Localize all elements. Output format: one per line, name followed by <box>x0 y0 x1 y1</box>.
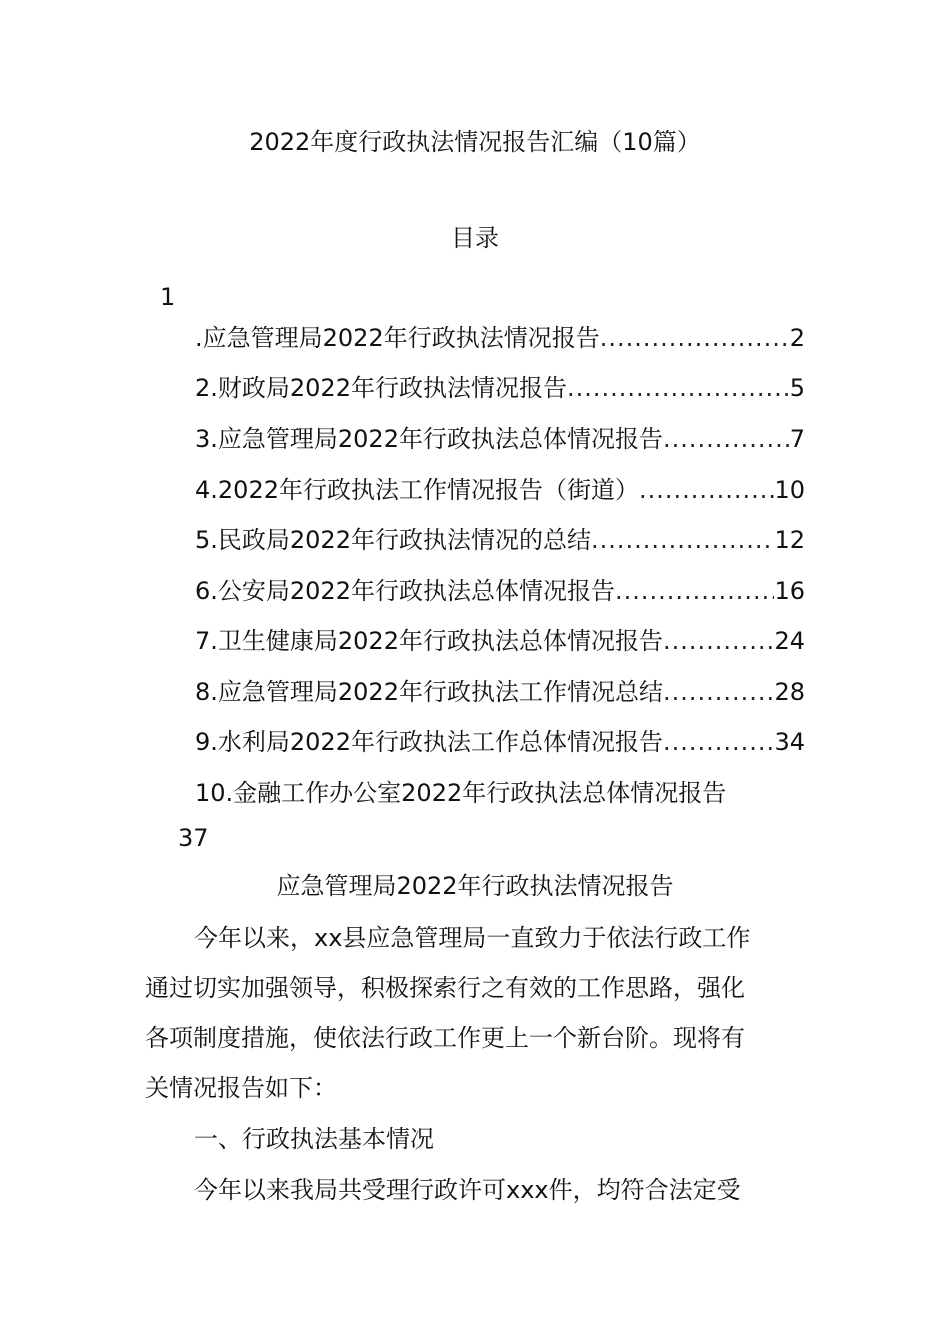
toc-entry[interactable] <box>195 726 805 758</box>
body-text-line: 通过切实加强领导，积极探索行之有效的工作思路，强化 <box>145 974 745 1002</box>
toc-entry-title: 6.公安局2022年行政执法总体情况报告 <box>195 577 615 605</box>
toc-entry-number: 1 <box>160 283 176 311</box>
toc-entry-page: 12 <box>774 526 805 554</box>
toc-leader-dots <box>663 726 774 758</box>
toc-entry-title: 5.民政局2022年行政执法情况的总结 <box>195 526 591 554</box>
toc-entry-page: 28 <box>774 678 805 706</box>
subsection-heading: 一、行政执法基本情况 <box>194 1125 434 1153</box>
toc-leader-dots <box>600 322 790 354</box>
toc-entry[interactable] <box>195 676 805 708</box>
toc-entry-page: 10 <box>774 476 805 504</box>
toc-entry-title: .应急管理局2022年行政执法情况报告 <box>195 324 600 352</box>
toc-entry-title: 7.卫生健康局2022年行政执法总体情况报告 <box>195 627 663 655</box>
document-title: 2022年度行政执法情况报告汇编（10篇） <box>249 128 701 156</box>
toc-entry-title: 10.金融工作办公室2022年行政执法总体情况报告 <box>195 779 727 807</box>
body-text-line: 今年以来，xx县应急管理局一直致力于依法行政工作 <box>194 924 751 952</box>
toc-entry[interactable] <box>195 372 805 404</box>
toc-entry-title: 4.2022年行政执法工作情况报告（街道） <box>195 476 639 504</box>
body-text-line: 关情况报告如下： <box>145 1074 337 1102</box>
toc-entry[interactable] <box>195 524 805 556</box>
toc-leader-dots <box>663 625 774 657</box>
toc-entry-title: 9.水利局2022年行政执法工作总体情况报告 <box>195 728 663 756</box>
toc-entry[interactable] <box>195 575 805 607</box>
toc-entry[interactable] <box>195 625 805 657</box>
toc-entry-page: 2 <box>789 324 805 352</box>
toc-entry[interactable] <box>195 423 805 455</box>
toc-entry-page: 34 <box>774 728 805 756</box>
toc-leader-dots <box>567 372 790 404</box>
toc-entry-page: 16 <box>774 577 805 605</box>
toc-entry[interactable] <box>195 777 805 809</box>
toc-entry-page: 24 <box>774 627 805 655</box>
toc-entry-page: 7 <box>789 425 805 453</box>
toc-entry[interactable] <box>195 474 805 506</box>
toc-heading: 目录 <box>451 224 499 252</box>
toc-entry-page: 5 <box>789 374 805 402</box>
body-text-line: 今年以来我局共受理行政许可xxx件，均符合法定受 <box>194 1176 741 1204</box>
toc-leader-dots <box>663 423 790 455</box>
toc-leader-dots <box>591 524 774 556</box>
toc-entry-title: 3.应急管理局2022年行政执法总体情况报告 <box>195 425 663 453</box>
section-title: 应急管理局2022年行政执法情况报告 <box>276 872 674 900</box>
toc-entry[interactable] <box>195 322 805 354</box>
body-text-line: 各项制度措施，使依法行政工作更上一个新台阶。现将有 <box>145 1024 745 1052</box>
toc-entry-page: 37 <box>178 824 209 852</box>
toc-entry-title: 2.财政局2022年行政执法情况报告 <box>195 374 567 402</box>
toc-entry-title: 8.应急管理局2022年行政执法工作情况总结 <box>195 678 663 706</box>
toc-leader-dots <box>639 474 774 506</box>
toc-leader-dots <box>615 575 774 607</box>
toc-leader-dots <box>663 676 774 708</box>
